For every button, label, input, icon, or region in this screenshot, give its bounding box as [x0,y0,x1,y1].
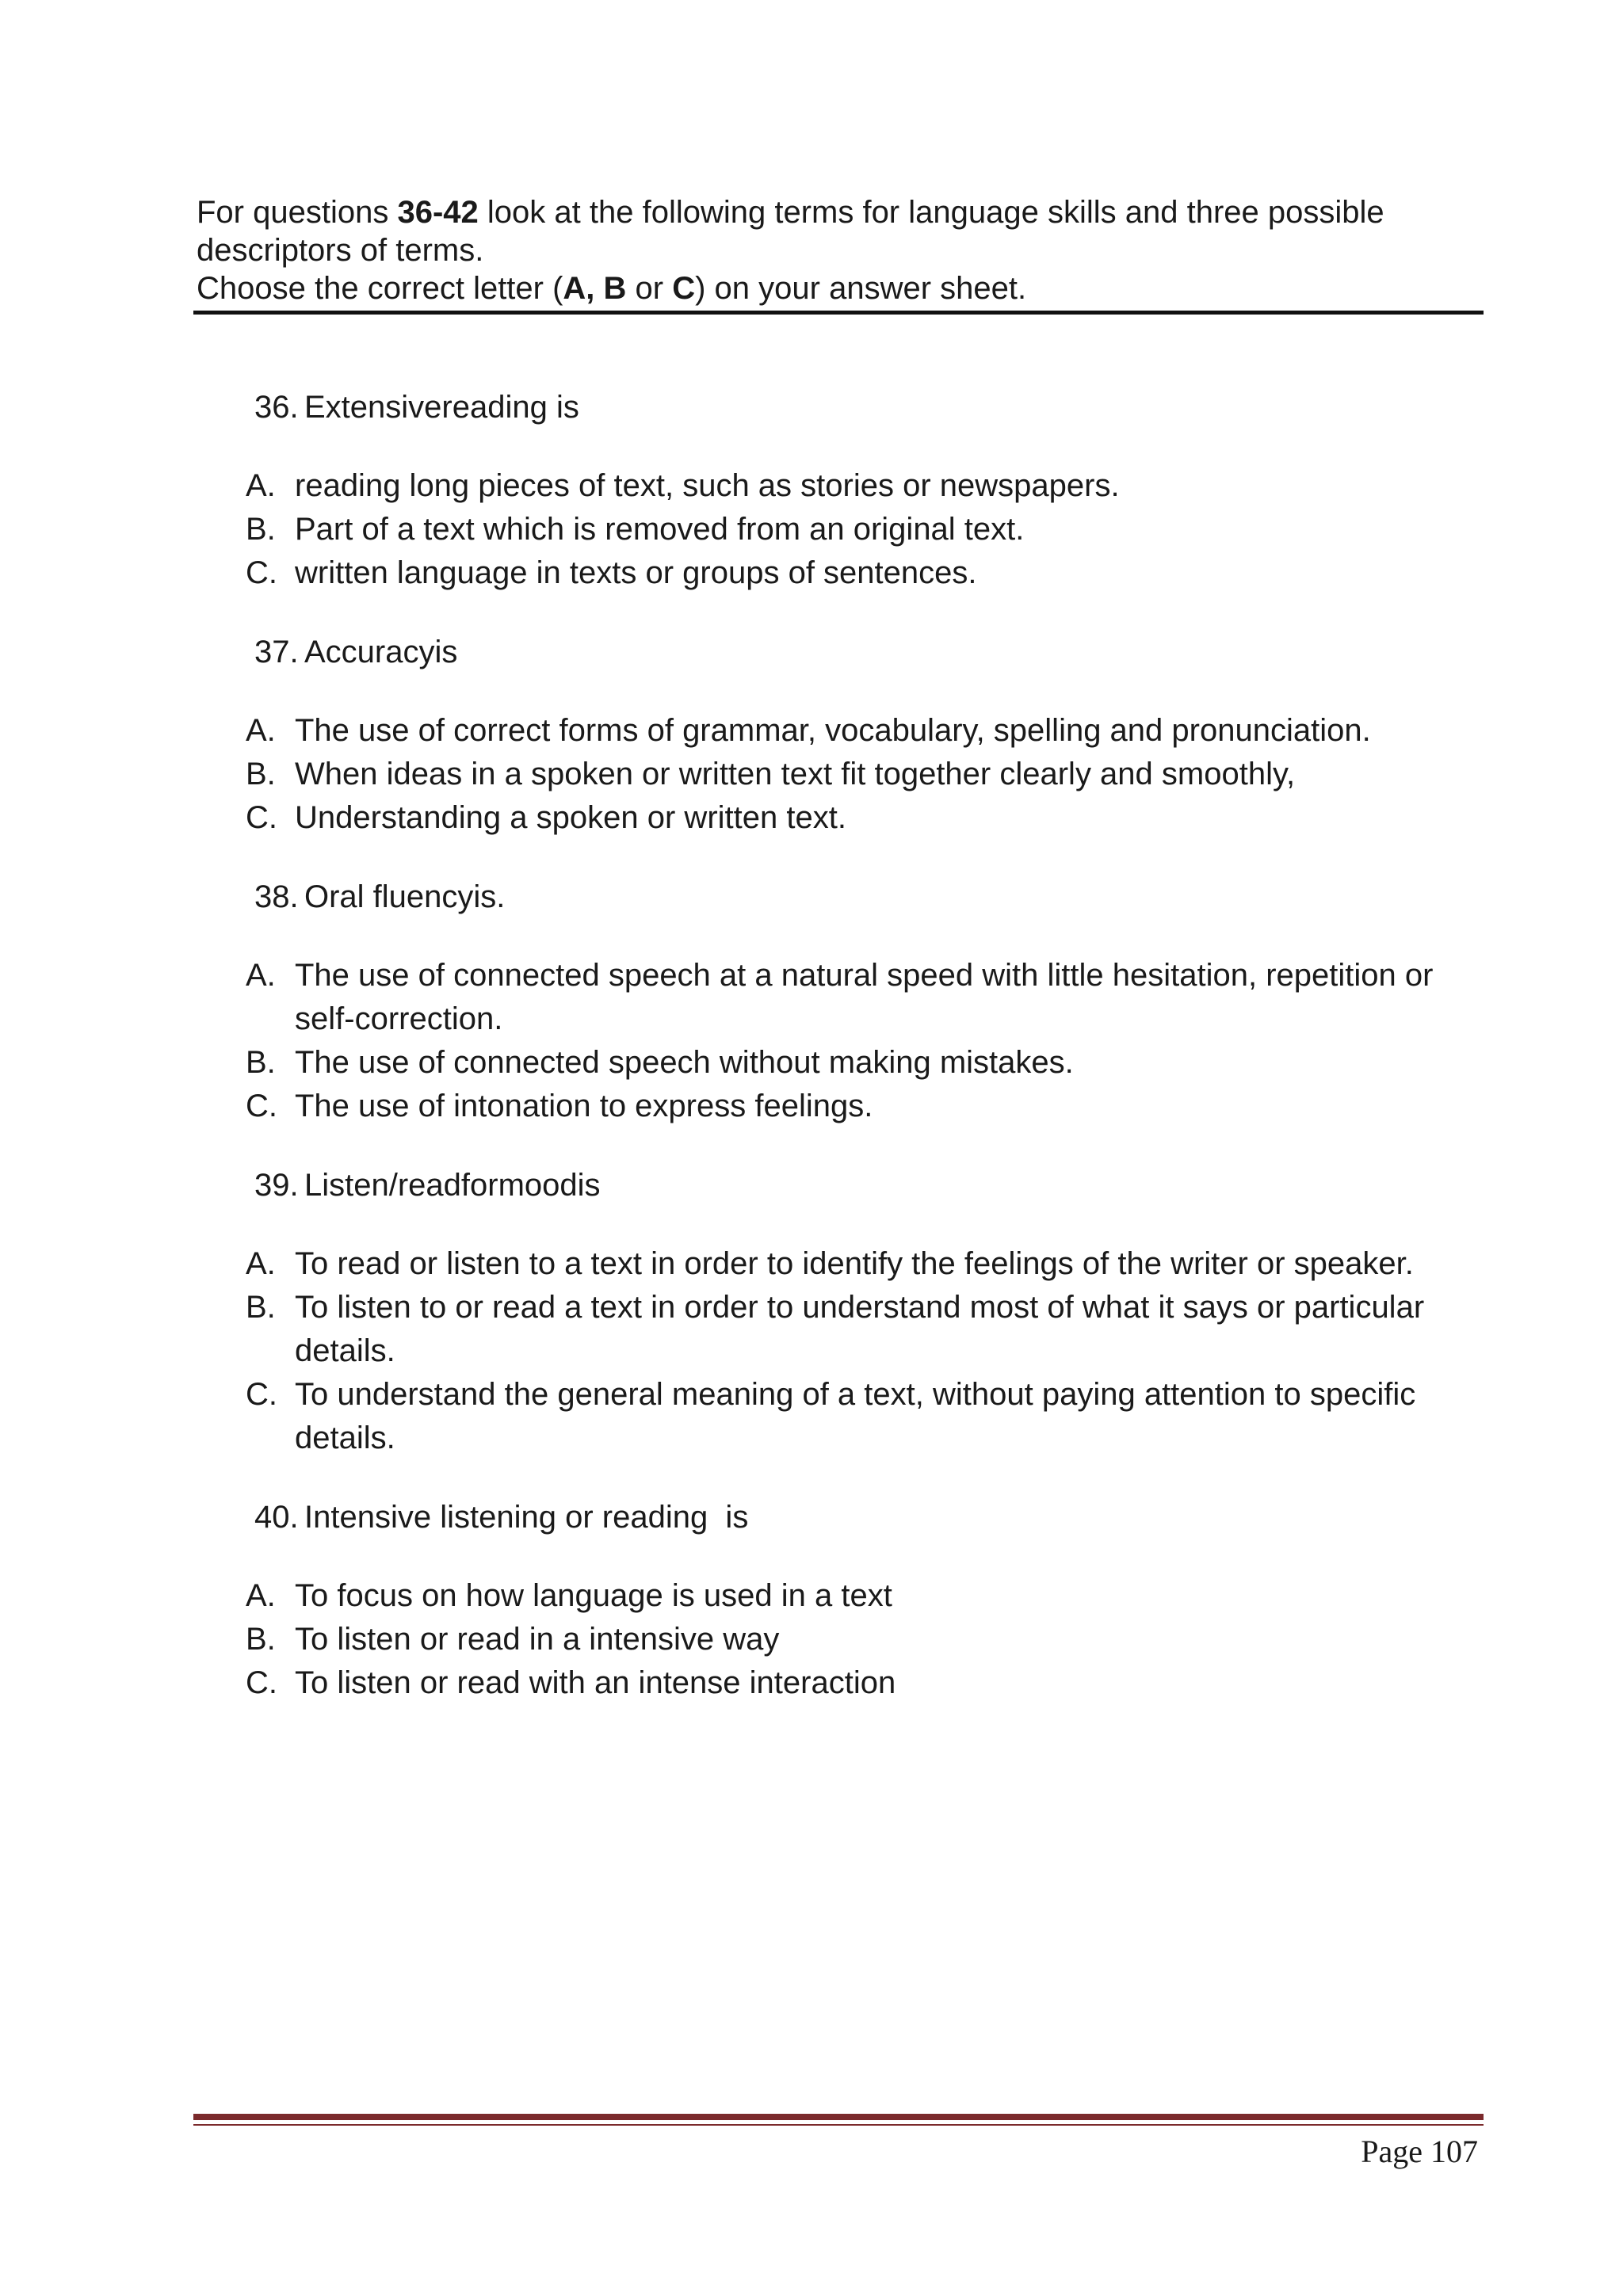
option-a [246,709,1482,753]
question-39 [0,1163,1623,1460]
option-c [246,1373,1482,1460]
option-text: The use of correct forms of grammar, vocabulary, spelling and pronunciation. [295,713,1371,748]
instructions-line-1-pre: For questions [197,195,398,230]
option-text: To listen to or read a text in order to understand most of what it says or particular details. [295,1290,1425,1368]
letter-c: C [672,271,696,306]
option-text: The use of intonation to express feelings. [295,1089,873,1123]
question-text: Extensivereading is [304,390,579,425]
option-text: Understanding a spoken or written text. [295,800,846,835]
question-text: Accuracyis [304,635,458,669]
option-text: To read or listen to a text in order to identify the feelings of the writer or speaker. [295,1246,1414,1281]
footer-rule-thick [193,2114,1484,2120]
question-stem [254,1163,1623,1207]
question-stem [254,1495,1623,1539]
option-list [0,1242,1623,1460]
question-stem [254,875,1623,919]
option-letter: B. [246,757,276,791]
question-37 [0,630,1623,840]
instructions-line-1 [197,193,1480,269]
instructions-line-2-or: or [626,271,673,306]
option-a [246,1242,1482,1286]
option-c [246,1085,1482,1128]
question-36 [0,385,1623,595]
option-list [0,954,1623,1128]
option-letter: B. [246,1290,276,1325]
question-range: 36-42 [397,195,479,230]
option-text: reading long pieces of text, such as stories or newspapers. [295,468,1120,503]
question-number: 37. [254,635,299,669]
option-letter: A. [246,468,276,503]
option-text: To listen or read with an intense interaction [295,1665,896,1700]
question-number: 40. [254,1500,299,1535]
option-b [246,753,1482,796]
question-40 [0,1495,1623,1705]
question-number: 39. [254,1168,299,1203]
option-c [246,1661,1482,1705]
option-letter: C. [246,800,277,835]
option-text: To focus on how language is used in a text [295,1578,892,1613]
option-text: written language in texts or groups of sentences. [295,555,977,590]
option-letter: B. [246,512,276,547]
option-letter: A. [246,1578,276,1613]
option-letter: A. [246,1246,276,1281]
option-letter: A. [246,713,276,748]
option-letter: B. [246,1622,276,1657]
option-letter: B. [246,1045,276,1080]
page-number: Page 107 [1361,2134,1478,2169]
option-a [246,464,1482,508]
letters-ab: A, B [563,271,627,306]
option-a [246,954,1482,1041]
option-b [246,1286,1482,1373]
option-letter: C. [246,1665,277,1700]
option-letter: A. [246,958,276,993]
instructions [197,193,1480,307]
option-list [0,464,1623,595]
header-divider [193,311,1484,315]
option-letter: C. [246,555,277,590]
option-text: To understand the general meaning of a text, without paying attention to specific details. [295,1377,1416,1455]
option-a [246,1574,1482,1618]
question-stem [254,630,1623,674]
option-list [0,1574,1623,1705]
option-b [246,508,1482,551]
option-b [246,1618,1482,1661]
question-number: 36. [254,390,299,425]
option-c [246,796,1482,840]
option-letter: C. [246,1089,277,1123]
question-text: Intensive listening or reading is [304,1500,749,1535]
instructions-line-1-post: look at the following terms for language skills and three possible descriptors of terms. [197,195,1384,268]
option-b [246,1041,1482,1085]
question-text: Oral fluencyis. [304,879,506,914]
question-stem [254,385,1623,429]
footer-rule-thin [193,2124,1484,2126]
option-text: The use of connected speech without making mistakes. [295,1045,1074,1080]
question-38 [0,875,1623,1128]
option-text: Part of a text which is removed from an original text. [295,512,1025,547]
option-text: To listen or read in a intensive way [295,1622,780,1657]
option-list [0,709,1623,840]
instructions-line-2-pre: Choose the correct letter ( [197,271,563,306]
question-number: 38. [254,879,299,914]
option-text: The use of connected speech at a natural speed with little hesitation, repetition or self-correction. [295,958,1434,1036]
question-list [0,385,1623,1740]
option-text: When ideas in a spoken or written text fit together clearly and smoothly, [295,757,1296,791]
instructions-line-2 [197,269,1480,307]
option-letter: C. [246,1377,277,1412]
question-text: Listen/readformoodis [304,1168,601,1203]
instructions-line-2-post: ) on your answer sheet. [695,271,1027,306]
option-c [246,551,1482,595]
